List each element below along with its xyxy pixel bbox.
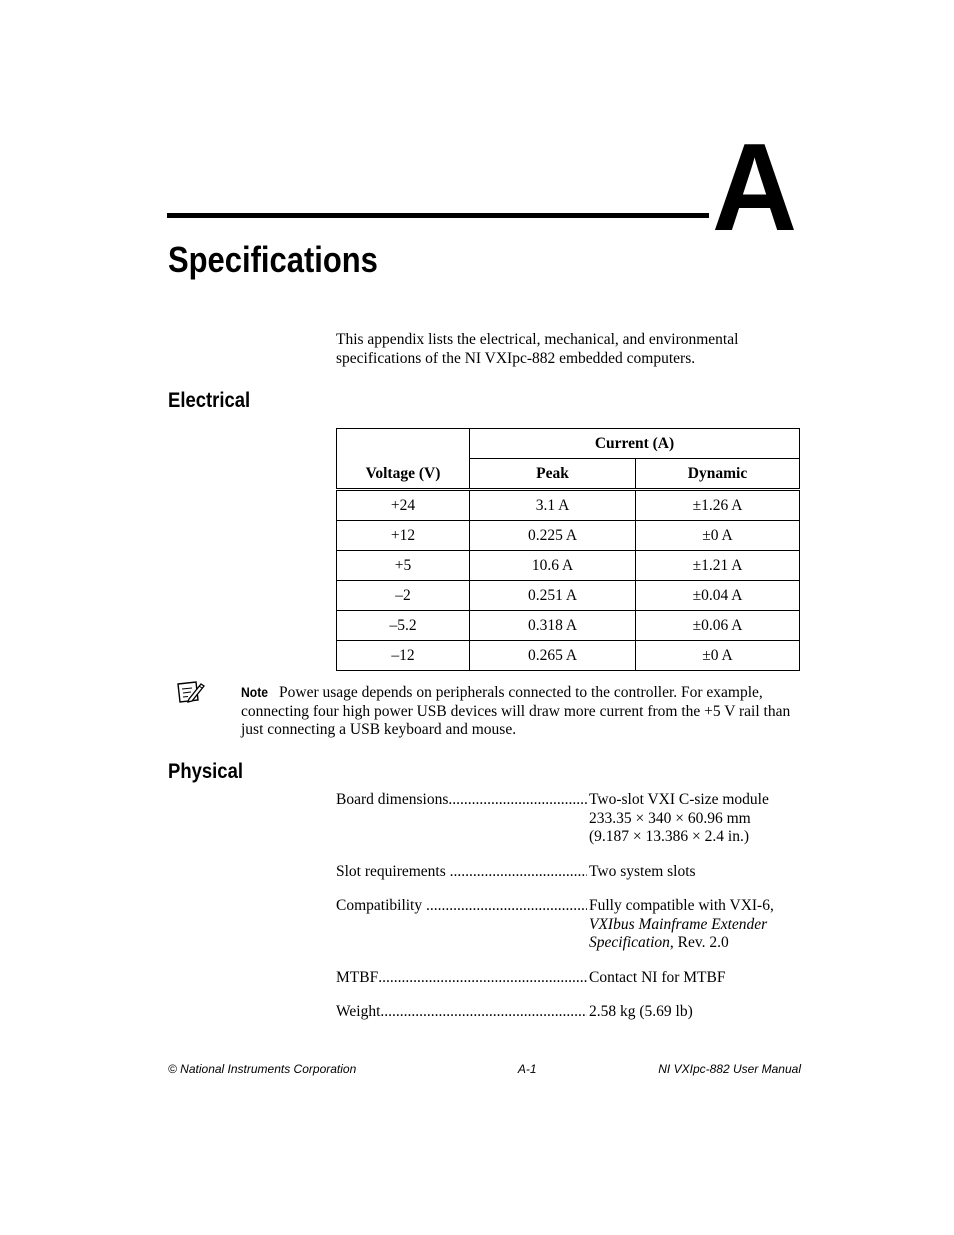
voltage-cell: –5.2: [337, 611, 470, 641]
spec-value: 233.35 × 340 × 60.96 mm: [589, 809, 751, 827]
note-block: [241, 684, 811, 740]
dynamic-cell: ±0 A: [636, 641, 800, 671]
page-title: Specifications: [168, 239, 378, 280]
peak-cell: 0.251 A: [470, 581, 636, 611]
electrical-heading: Electrical: [168, 389, 251, 412]
peak-header: Peak: [470, 459, 636, 490]
spec-value: Contact NI for MTBF: [589, 968, 726, 986]
voltage-cell: +24: [337, 490, 470, 521]
dynamic-cell: ±0 A: [636, 521, 800, 551]
note-text: Power usage depends on peripherals connected to the controller. For example, connecting four high power USB devices will draw more current from the +5 V rail than just connecting a USB keyboard and mouse.: [241, 684, 791, 738]
peak-cell: 0.225 A: [470, 521, 636, 551]
spec-label: Weight: [336, 1003, 381, 1020]
page-footer: [168, 1062, 801, 1076]
spec-value: , Rev. 2.0: [669, 934, 729, 951]
spec-row-board-dimensions: [336, 791, 806, 847]
spec-row-mtbf: [336, 969, 806, 988]
dynamic-cell: ±0.04 A: [636, 581, 800, 611]
note-pencil-icon: [174, 678, 206, 706]
voltage-cell: –2: [337, 581, 470, 611]
spec-label: Slot requirements: [336, 862, 450, 880]
spec-row-slot-requirements: [336, 863, 806, 882]
spec-row-compatibility: [336, 897, 806, 953]
spec-value-italic: Specification: [589, 934, 670, 951]
physical-spec-list: [336, 791, 806, 1038]
footer-copyright: © National Instruments Corporation: [168, 1062, 357, 1076]
peak-cell: 0.318 A: [470, 611, 636, 641]
table-row: [337, 641, 800, 671]
dynamic-cell: ±0.06 A: [636, 611, 800, 641]
dynamic-header: Dynamic: [636, 459, 800, 490]
table-row: [337, 490, 800, 521]
voltage-header: Voltage (V): [337, 429, 470, 490]
voltage-cell: +12: [337, 521, 470, 551]
chapter-letter: A: [712, 119, 796, 257]
chapter-rule: [167, 213, 709, 218]
spec-value: Fully compatible with VXI-6,: [589, 897, 774, 914]
spec-label: Compatibility: [336, 897, 426, 914]
peak-cell: 0.265 A: [470, 641, 636, 671]
spec-value-italic: VXIbus Mainframe Extender: [589, 915, 768, 933]
footer-manual-title: NI VXIpc-882 User Manual: [658, 1062, 801, 1076]
electrical-table: [336, 428, 800, 671]
dynamic-cell: ±1.26 A: [636, 490, 800, 521]
spec-value: (9.187 × 13.386 × 2.4 in.): [589, 828, 749, 845]
spec-label: MTBF: [336, 968, 379, 986]
peak-cell: 3.1 A: [470, 490, 636, 521]
intro-paragraph: This appendix lists the electrical, mechanical, and environmental specifications of the NI VXIpc-882 embedded computers.: [336, 331, 739, 367]
dynamic-cell: ±1.21 A: [636, 551, 800, 581]
table-row: [337, 521, 800, 551]
peak-cell: 10.6 A: [470, 551, 636, 581]
current-header: Current (A): [470, 429, 800, 459]
spec-value: Two system slots: [589, 862, 696, 880]
spec-value: 2.58 kg (5.69 lb): [589, 1003, 693, 1020]
voltage-cell: +5: [337, 551, 470, 581]
voltage-cell: –12: [337, 641, 470, 671]
table-row: [337, 581, 800, 611]
spec-row-weight: [336, 1003, 806, 1022]
table-row: [337, 551, 800, 581]
spec-value: Two-slot VXI C-size module: [589, 791, 769, 808]
spec-label: Board dimensions: [336, 791, 449, 808]
note-label: Note: [241, 685, 268, 700]
physical-heading: Physical: [168, 760, 244, 783]
table-row: [337, 611, 800, 641]
footer-page-number: A-1: [517, 1062, 537, 1076]
